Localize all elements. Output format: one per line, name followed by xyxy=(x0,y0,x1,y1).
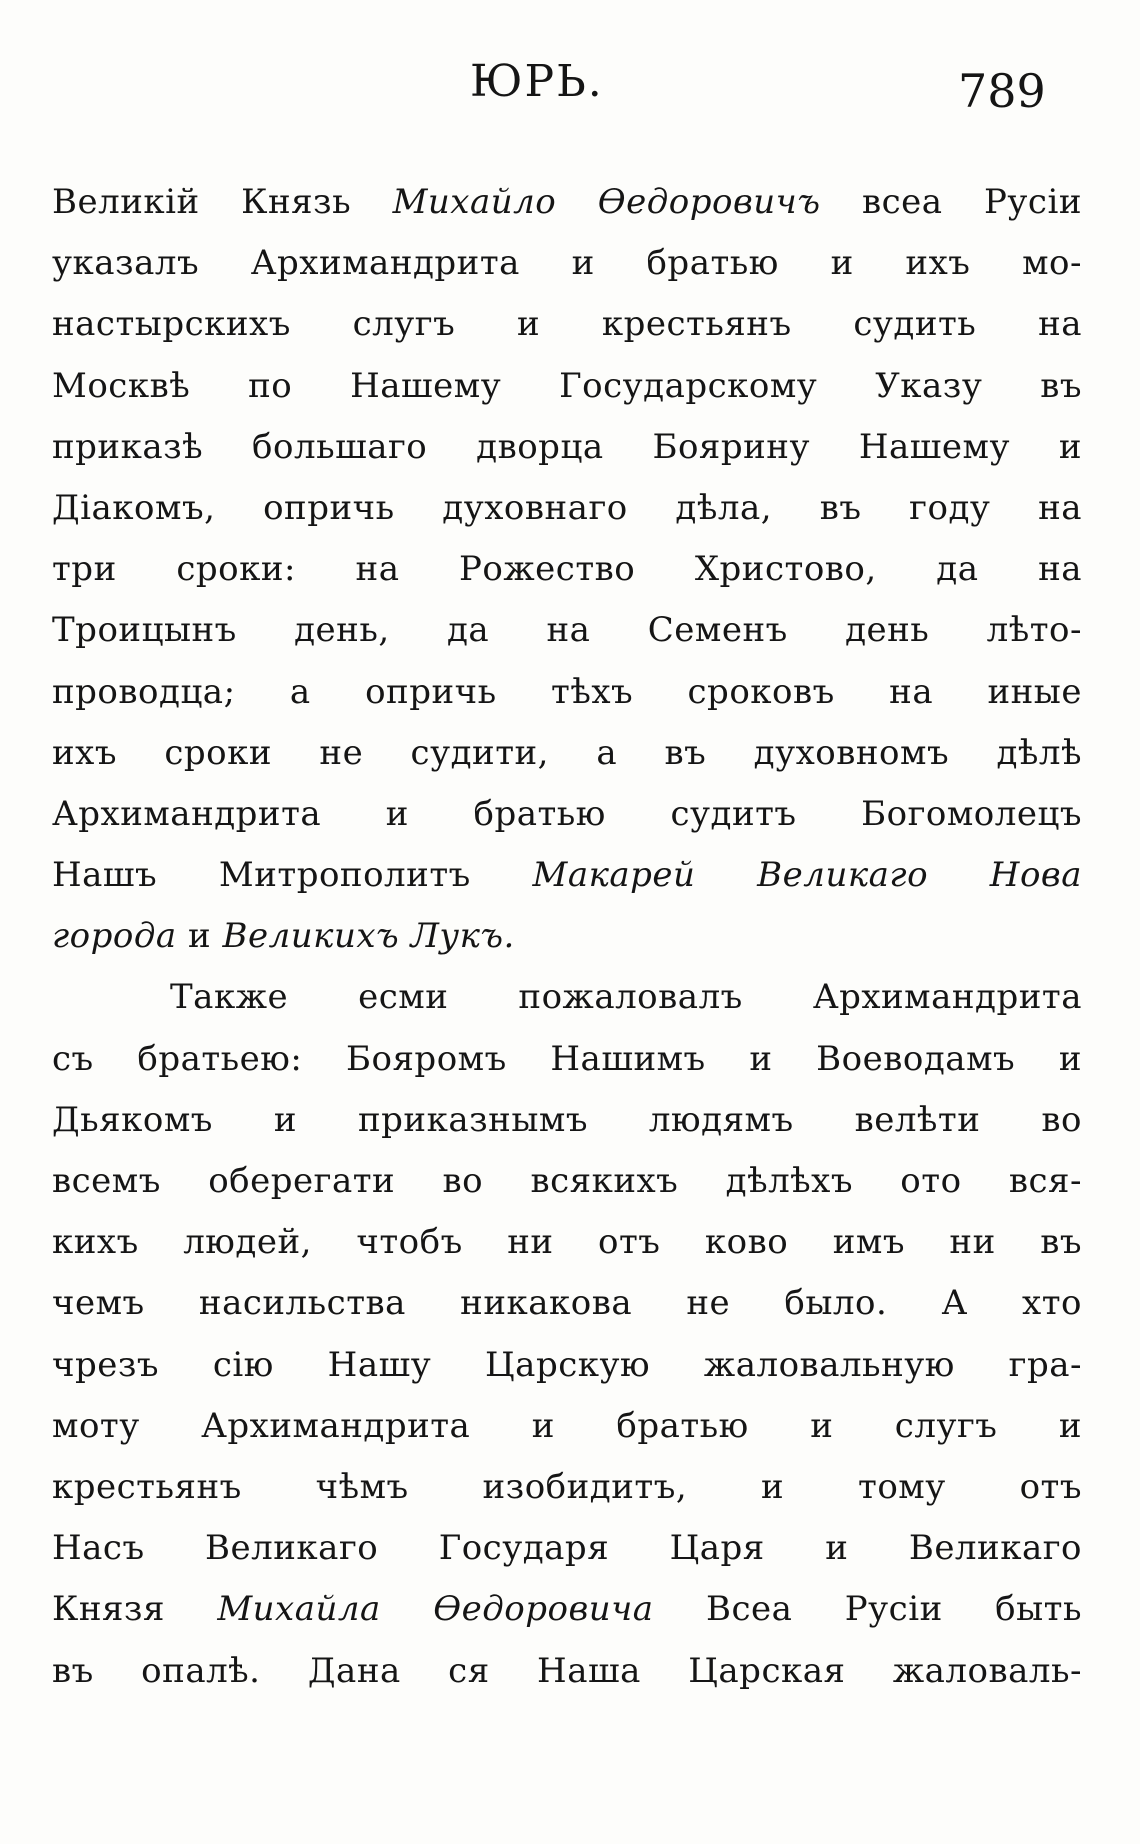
text-line xyxy=(52,1396,1082,1457)
text-segment: въ опалѣ. Дана ся Наша Царская жаловаль- xyxy=(52,1650,1082,1691)
text-segment: Троицынъ день, да на Семенъ день лѣто- xyxy=(52,610,1082,651)
page-number: 789 xyxy=(958,64,1046,118)
text-line xyxy=(52,845,1082,906)
text-segment: всеа Русіи xyxy=(820,182,1082,222)
text-line xyxy=(52,539,1082,600)
text-segment: приказѣ большаго дворца Боярину Нашему и xyxy=(52,426,1082,467)
text-line xyxy=(52,723,1082,784)
text-line xyxy=(52,1579,1082,1640)
text-line xyxy=(52,1151,1082,1212)
text-segment: три сроки: на Рожество Христово, да на xyxy=(52,549,1082,590)
italic-text: Михайла Ѳедоровича xyxy=(217,1589,654,1630)
text-segment: съ братьею: Бояромъ Нашимъ и Воеводамъ и xyxy=(52,1038,1082,1079)
text-line xyxy=(52,906,1082,967)
text-segment: чрезъ сію Нашу Царскую жаловальную гра- xyxy=(52,1344,1082,1385)
text-line xyxy=(52,1518,1082,1579)
italic-text: Михайло Ѳедоровичъ xyxy=(392,182,821,222)
text-segment: Нашъ Митрополитъ xyxy=(52,855,533,896)
italic-text: Макарей Великаго Нова xyxy=(532,855,1082,896)
text-segment: Дьякомъ и приказнымъ людямъ велѣти во xyxy=(52,1099,1082,1140)
text-segment: Архимандрита и братью судитъ Богомолецъ xyxy=(52,793,1082,834)
text-line xyxy=(52,1212,1082,1273)
text-line xyxy=(52,417,1082,478)
text-segment: Князя xyxy=(52,1589,218,1630)
text-segment: настырскихъ слугъ и крестьянъ судить на xyxy=(52,304,1082,345)
paragraph-2 xyxy=(52,967,1082,1701)
text-segment: всемъ оберегати во всякихъ дѣлѣхъ ото вся- xyxy=(52,1161,1082,1201)
text-segment: и xyxy=(176,916,223,957)
text-line xyxy=(52,478,1082,539)
text-line xyxy=(52,1335,1082,1396)
text-line xyxy=(52,662,1082,723)
text-line xyxy=(52,1029,1082,1090)
text-segment: Насъ Великаго Государя Царя и Великаго xyxy=(52,1528,1082,1569)
text-line xyxy=(52,1090,1082,1151)
body-text xyxy=(52,172,1082,1702)
text-line xyxy=(52,356,1082,417)
text-segment: кихъ людей, чтобъ ни отъ ково имъ ни въ xyxy=(52,1222,1082,1263)
text-line xyxy=(52,967,1082,1028)
text-segment: Великій Князь xyxy=(52,182,393,222)
text-line xyxy=(52,784,1082,845)
text-segment: указалъ Архимандрита и братью и ихъ мо- xyxy=(52,243,1082,284)
text-line xyxy=(52,233,1082,294)
text-line xyxy=(52,172,1082,233)
text-line xyxy=(52,294,1082,355)
text-segment: крестьянъ чѣмъ изобидитъ, и тому отъ xyxy=(52,1466,1082,1507)
text-segment: проводца; а опричь тѣхъ сроковъ на иные xyxy=(52,671,1082,712)
paragraph-1 xyxy=(52,172,1082,967)
text-segment: Діакомъ, опричь духовнаго дѣла, въ году на xyxy=(52,487,1082,528)
text-segment: Также есми пожаловалъ Архимандрита xyxy=(170,977,1082,1018)
text-segment: Москвѣ по Нашему Государскому Указу въ xyxy=(52,365,1082,406)
text-line xyxy=(52,1457,1082,1518)
text-segment: ихъ сроки не судити, а въ духовномъ дѣлѣ xyxy=(52,732,1082,773)
page-header xyxy=(0,56,1140,126)
text-line xyxy=(52,1273,1082,1334)
italic-text: Великихъ Лукъ. xyxy=(222,916,515,957)
text-segment: Всеа Русіи быть xyxy=(653,1589,1082,1630)
italic-text: города xyxy=(52,916,177,957)
running-head: ЮРЬ. xyxy=(470,56,604,107)
text-segment: моту Архимандрита и братью и слугъ и xyxy=(52,1405,1082,1446)
text-line xyxy=(52,1641,1082,1702)
text-line xyxy=(52,600,1082,661)
text-segment: чемъ насильства никакова не было. А хто xyxy=(52,1283,1082,1324)
